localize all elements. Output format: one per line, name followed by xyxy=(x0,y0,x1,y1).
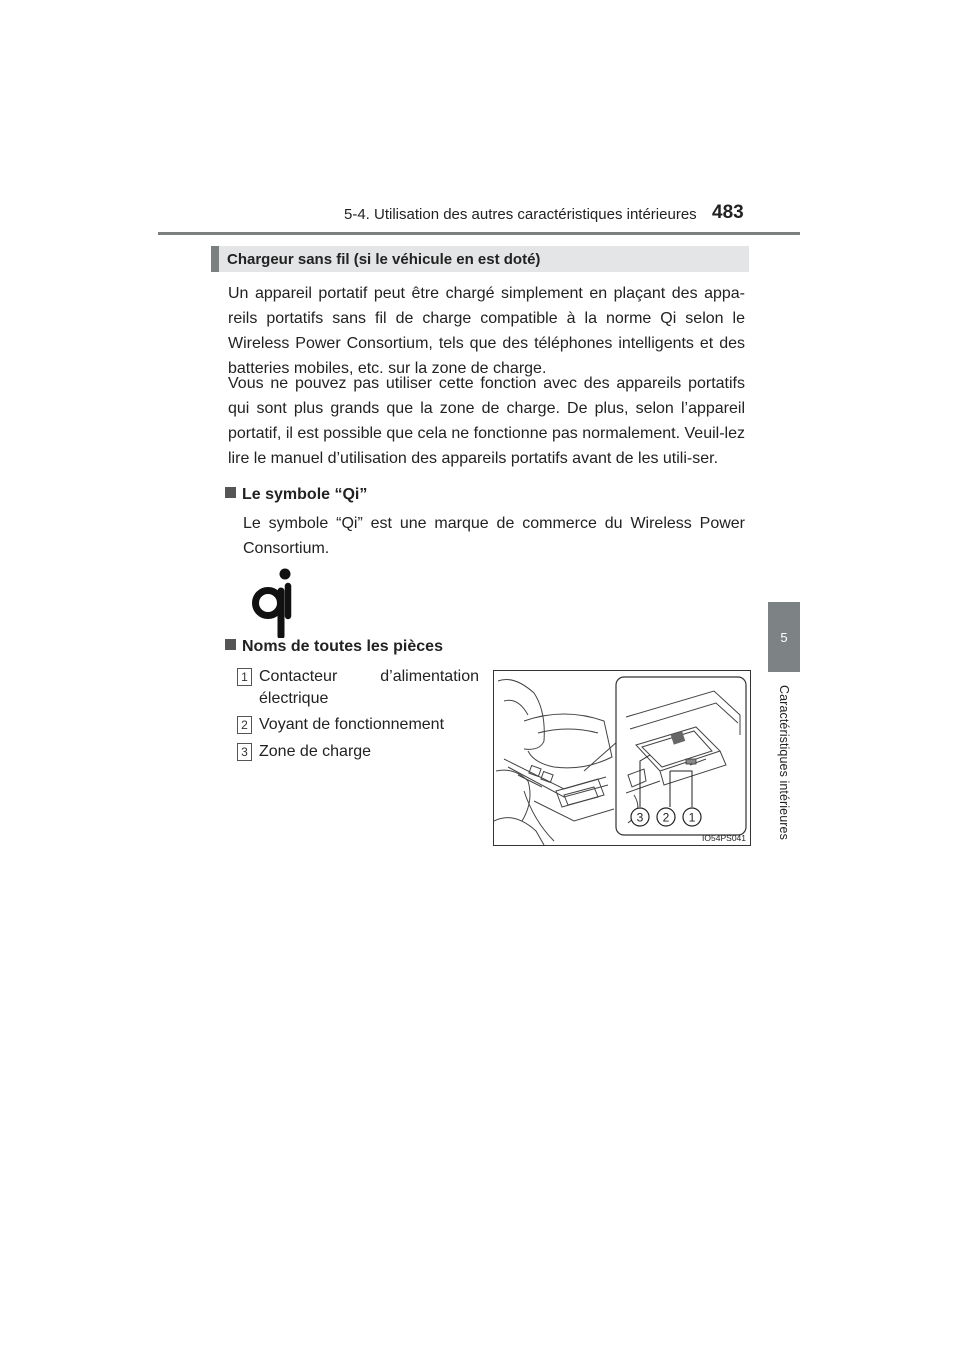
part-label-cont: électrique xyxy=(259,690,329,707)
callout-label: 2 xyxy=(662,810,670,825)
callout-label: 1 xyxy=(688,810,696,825)
body-paragraph: Un appareil portatif peut être chargé simplement en plaçant des appa-reils portatifs sans fil de charge compatible à la norme Qi selon le Wireless Power Consortium, tels que des téléphones intelligents et des batteries mobiles, etc. sur la zone de charge. xyxy=(228,285,745,377)
subheading-parts xyxy=(225,638,443,656)
part-number-badge: 2 xyxy=(237,716,252,734)
section-heading-accent xyxy=(211,246,219,272)
header-divider xyxy=(158,232,800,235)
page-number: 483 xyxy=(712,202,744,223)
part-number-badge: 1 xyxy=(237,668,252,686)
subheading-qi-symbol xyxy=(225,486,367,504)
part-label: Contacteur d’alimentation xyxy=(259,668,479,685)
part-label: Voyant de fonctionnement xyxy=(259,716,445,733)
chapter-tab-number: 5 xyxy=(780,630,788,645)
qi-logo-icon xyxy=(252,566,296,638)
console-drawing xyxy=(494,671,750,845)
square-bullet-icon xyxy=(225,639,236,650)
qi-symbol-text: Le symbole “Qi” est une marque de commerce du Wireless Power Consortium. xyxy=(243,515,745,557)
chapter-tab-label: Caractéristiques intérieures xyxy=(777,685,791,840)
part-label: Zone de charge xyxy=(259,743,372,760)
body-paragraph: Vous ne pouvez pas utiliser cette fonction avec des appareils portatifs qui sont plus grands que la zone de charge. De plus, selon l’appareil portatif, il est possible que cela ne fonctionne pas normalement. Veuil-lez lire le manuel d’utilisation des appareils portatifs avant de les utili-ser. xyxy=(228,375,745,467)
section-heading-bar xyxy=(211,246,749,272)
square-bullet-icon xyxy=(225,487,236,498)
subheading-text: Le symbole “Qi” xyxy=(242,486,368,503)
callout-label: 3 xyxy=(636,810,644,825)
subheading-text: Noms de toutes les pièces xyxy=(242,638,443,655)
part-number-badge: 3 xyxy=(237,743,252,761)
wireless-charger-illustration xyxy=(493,670,751,846)
running-header-title: 5-4. Utilisation des autres caractéristiques intérieures xyxy=(344,206,697,223)
section-title: Chargeur sans fil (si le véhicule en est doté) xyxy=(227,251,541,268)
figure-code: IO54PS041 xyxy=(702,833,746,843)
